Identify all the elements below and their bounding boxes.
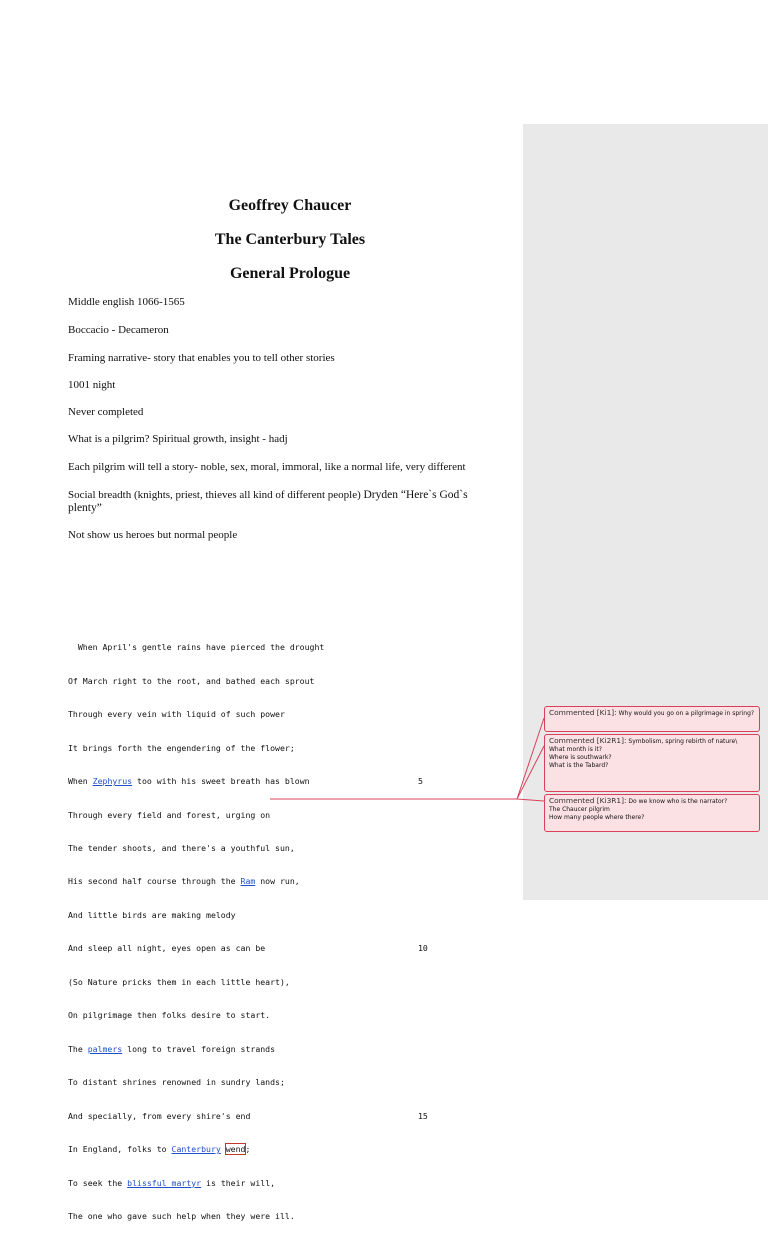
comment-text: Do we know who is the narrator? [628,798,728,805]
section-heading: General Prologue [229,265,351,282]
social-breadth-text: Social breadth (knights, priest, thieves all kind of different people) [68,489,364,501]
note-1001-night: 1001 night [68,379,116,391]
blissful-martyr-link[interactable]: blissful martyr [127,1177,202,1188]
poem-line: And little birds are making melody [68,909,236,920]
note-normal-people: Not show us heroes but normal people [68,529,238,541]
comment-ki3r1[interactable] [544,794,760,832]
comment-anchor-wend[interactable]: wend [225,1144,246,1155]
comment-text: Symbolism, spring rebirth of nature\ [628,738,738,745]
poem-line: His second half course through the Ram now run, [68,876,300,887]
title-heading: The Canterbury Tales [214,231,366,248]
zephyrus-link[interactable]: Zephyrus [92,776,133,787]
comment-text: Where is southwark? [549,754,612,761]
note-each-pilgrim: Each pilgrim will tell a story- noble, sex, moral, immoral, like a normal life, very different [68,461,466,473]
poem-line: It brings forth the engendering of the flower; [68,742,295,753]
note-boccacio: Boccacio - Decameron [68,324,169,336]
note-middle-english: Middle english 1066-1565 [68,296,185,308]
poem-line: When Zephyrus too with his sweet breath has blown 5 [68,776,423,787]
palmers-link[interactable]: palmers [87,1043,123,1054]
comment-text: What is the Tabard? [549,762,609,769]
dryden-quote: Dryden “Here`s God`s plenty” [68,489,468,514]
poem-line: Through every field and forest, urging on [68,809,271,820]
poem-line: To seek the blissful martyr is their will, [68,1177,276,1188]
comment-text: The Chaucer pilgrim [549,806,610,813]
note-never-completed: Never completed [68,406,144,418]
poem-line: (So Nature pricks them in each little heart), [68,976,290,987]
poem-line: And specially, from every shire's end 15 [68,1110,428,1121]
note-social-breadth [68,489,488,515]
note-pilgrim: What is a pilgrim? Spiritual growth, insight - hadj [68,433,288,445]
comment-text: What month is it? [549,746,602,753]
comment-label: Commented [Ki2R1]: [549,736,627,745]
comment-text: Why would you go on a pilgrimage in spring? [618,710,755,717]
poem-line: Through every vein with liquid of such power [68,709,285,720]
poem-line: To distant shrines renowned in sundry lands; [68,1077,285,1088]
poem-line: When April's gentle rains have pierced the drought [68,642,325,653]
comment-text: How many people where there? [549,814,645,821]
comment-label: Commented [Ki1]: [549,708,617,717]
poem-line: On pilgrimage then folks desire to start. [68,1010,271,1021]
comment-ki1[interactable] [544,706,760,732]
comment-label: Commented [Ki3R1]: [549,796,627,805]
note-framing-narrative: Framing narrative- story that enables you to tell other stories [68,352,335,364]
comment-ki2r1[interactable] [544,734,760,792]
poem-line: And sleep all night, eyes open as can be 10 [68,943,428,954]
poem-line: The tender shoots, and there's a youthful sun, [68,843,295,854]
line-number: 10 [418,943,428,954]
poem-line: Of March right to the root, and bathed each sprout [68,675,315,686]
canterbury-link[interactable]: Canterbury [171,1144,221,1155]
line-number: 5 [418,776,423,787]
poem-line: The palmers long to travel foreign strands [68,1043,276,1054]
poem-line: The one who gave such help when they were ill. [68,1211,295,1222]
author-heading: Geoffrey Chaucer [228,197,352,214]
prologue-poem [68,620,448,1233]
line-number: 15 [418,1110,428,1121]
poem-line: In England, folks to Canterbury wend; [68,1144,251,1155]
page-background [523,900,768,1024]
ram-link[interactable]: Ram [240,876,256,887]
